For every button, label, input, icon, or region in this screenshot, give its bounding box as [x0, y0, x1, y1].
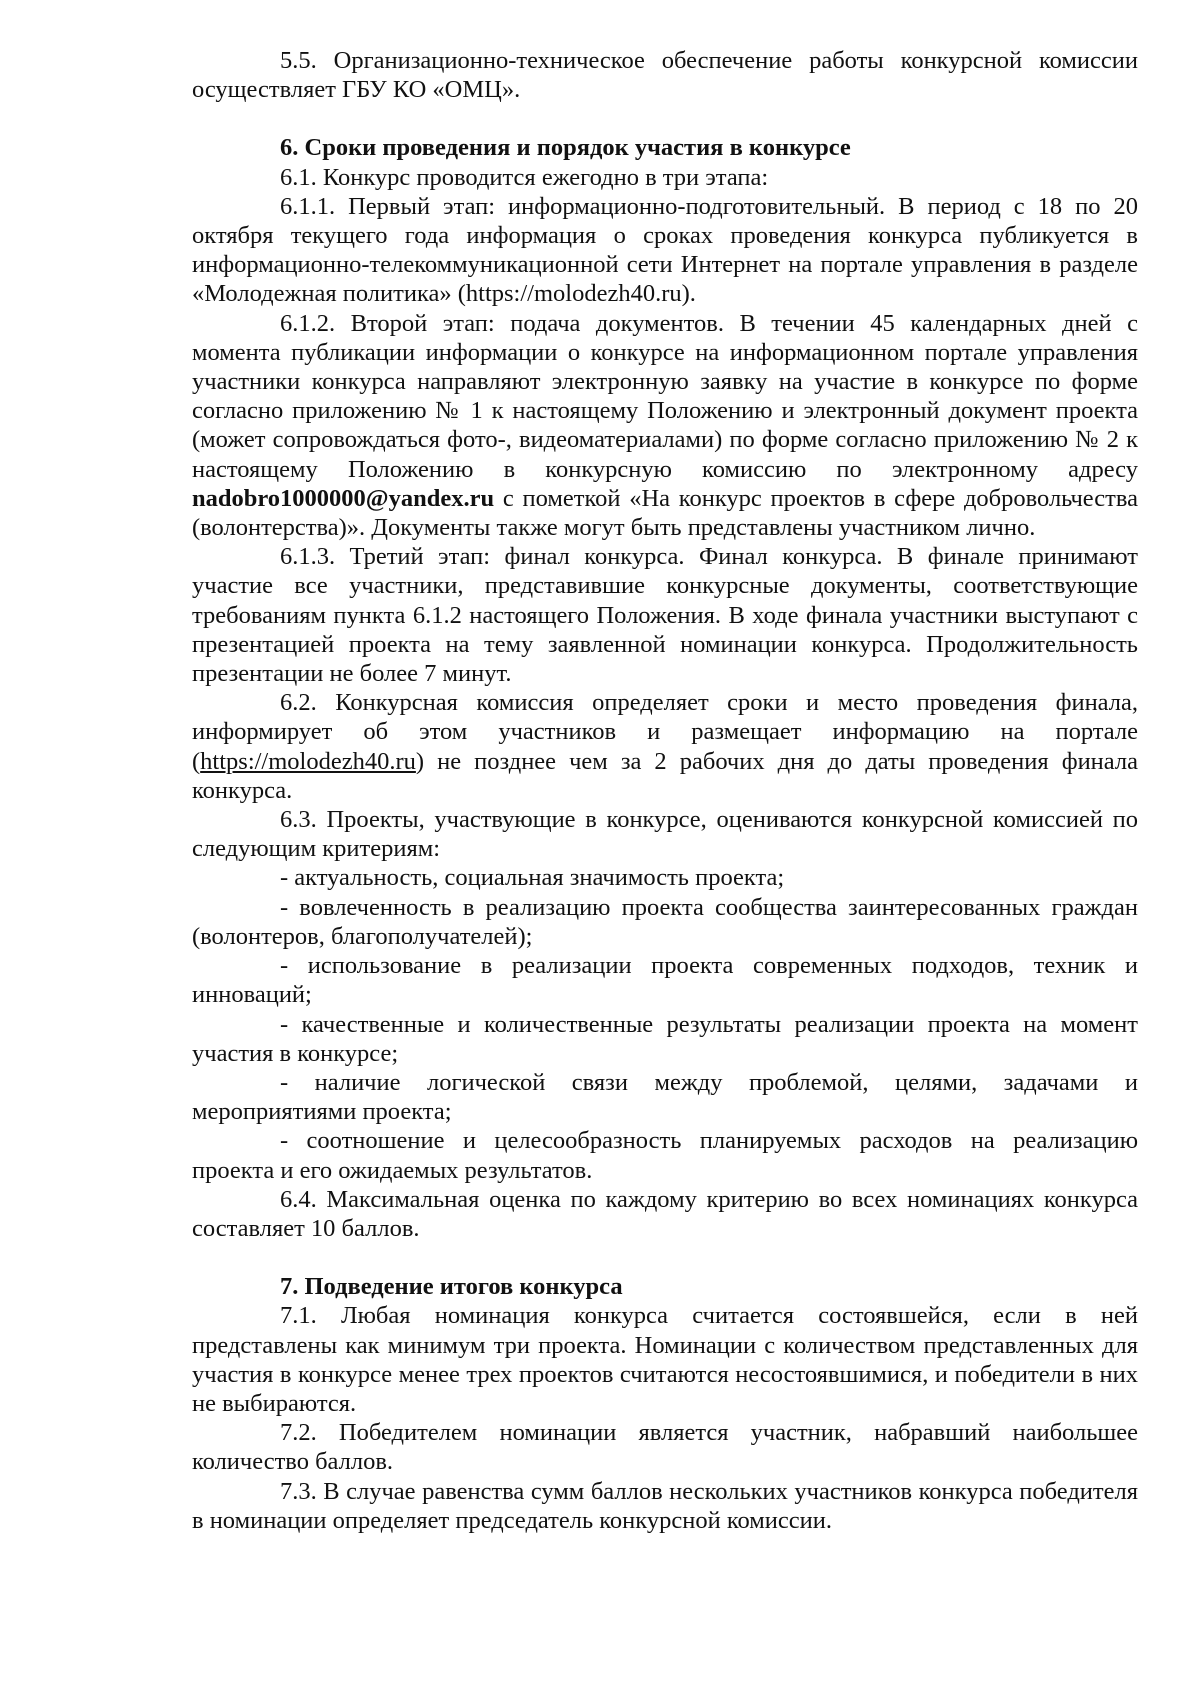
email-address: nadobro1000000@yandex.ru: [192, 484, 495, 512]
paragraph-6-3: 6.3. Проекты, участвующие в конкурсе, оцениваются конкурсной комиссией по следующим критериям:: [192, 806, 1138, 863]
paragraph-6-2: [192, 688, 1138, 805]
document-body: [192, 46, 1138, 1535]
paragraph-6-1-2-text-b: с пометкой «На конкурс проектов в сфере добровольчества (волонтерства)». Документы также могут быть представлены участником лично.: [192, 484, 1138, 542]
criteria-item: - качественные и количественные результаты реализации проекта на момент участия в конкурсе;: [192, 1010, 1138, 1067]
criteria-item: - наличие логической связи между проблемой, целями, задачами и мероприятиями проекта;: [192, 1068, 1138, 1126]
paragraph-6-1-2: [192, 309, 1138, 543]
paragraph-7-1: 7.1. Любая номинация конкурса считается состоявшейся, если в ней представлены как минимум три проекта. Номинации с количеством представленных для участия в конкурсе менее трех проектов считаются несостоявшимися, и победители в них не выбираются.: [192, 1302, 1138, 1417]
criteria-item: - соотношение и целесообразность планируемых расходов на реализацию проекта и его ожидаемых результатов.: [192, 1127, 1138, 1184]
paragraph-6-1: 6.1. Конкурс проводится ежегодно в три этапа:: [280, 163, 769, 191]
spacer: [192, 104, 1138, 133]
section-7-heading: 7. Подведение итогов конкурса: [280, 1273, 623, 1301]
paragraph-6-2-text-b: ) не позднее чем за 2 рабочих дня до даты проведения финала конкурса.: [192, 747, 1138, 804]
paragraph-5-5: 5.5. Организационно-техническое обеспечение работы конкурсной комиссии осуществляет ГБУ КО «ОМЦ».: [192, 47, 1138, 104]
paragraph-6-4: 6.4. Максимальная оценка по каждому критерию во всех номинациях конкурса составляет 10 баллов.: [192, 1185, 1138, 1242]
criteria-item: - вовлеченность в реализацию проекта сообщества заинтересованных граждан (волонтеров, благополучателей);: [192, 893, 1138, 950]
section-6-heading: 6. Сроки проведения и порядок участия в конкурсе: [280, 134, 851, 162]
portal-link[interactable]: https://molodezh40.ru: [200, 747, 416, 775]
criteria-item: - актуальность, социальная значимость проекта;: [280, 864, 785, 892]
paragraph-6-2-text-a: 6.2. Конкурсная комиссия определяет сроки и место проведения финала, информирует об этом участников и размещает информацию на портале (: [192, 689, 1138, 775]
paragraph-6-1-2-text-a: 6.1.2. Второй этап: подача документов. В течении 45 календарных дней с момента публикации информации о конкурсе на информационном портале управления участники конкурса направляют электронную заявку на участие в конкурсе по форме согласно приложению № 1 к настоящему Положению и электронный документ проекта (может сопровождаться фото-, видеоматериалами) по форме согласно приложению № 2 к настоящему Положению в конкурсную комиссию по электронному адресу: [192, 309, 1138, 483]
paragraph-6-1-1: 6.1.1. Первый этап: информационно-подготовительный. В период с 18 по 20 октября текущего года информация о сроках проведения конкурса публикуется в информационно-телекоммуникационной сети Интернет на портале управления в разделе «Молодежная политика» (https://molodezh40.ru).: [192, 192, 1138, 308]
paragraph-7-3: 7.3. В случае равенства сумм баллов нескольких участников конкурса победителя в номинации определяет председатель конкурсной комиссии.: [192, 1477, 1138, 1534]
paragraph-7-2: 7.2. Победителем номинации является участник, набравший наибольшее количество баллов.: [192, 1419, 1138, 1476]
paragraph-6-1-3: 6.1.3. Третий этап: финал конкурса. Финал конкурса. В финале принимают участие все участники, представившие конкурсные документы, соответствующие требованиям пункта 6.1.2 настоящего Положения. В ходе финала участники выступают с презентацией проекта на тему заявленной номинации конкурса. Продолжительность презентации не более 7 минут.: [192, 543, 1138, 688]
spacer: [192, 1243, 1138, 1272]
criteria-item: - использование в реализации проекта современных подходов, техник и инноваций;: [192, 952, 1138, 1009]
